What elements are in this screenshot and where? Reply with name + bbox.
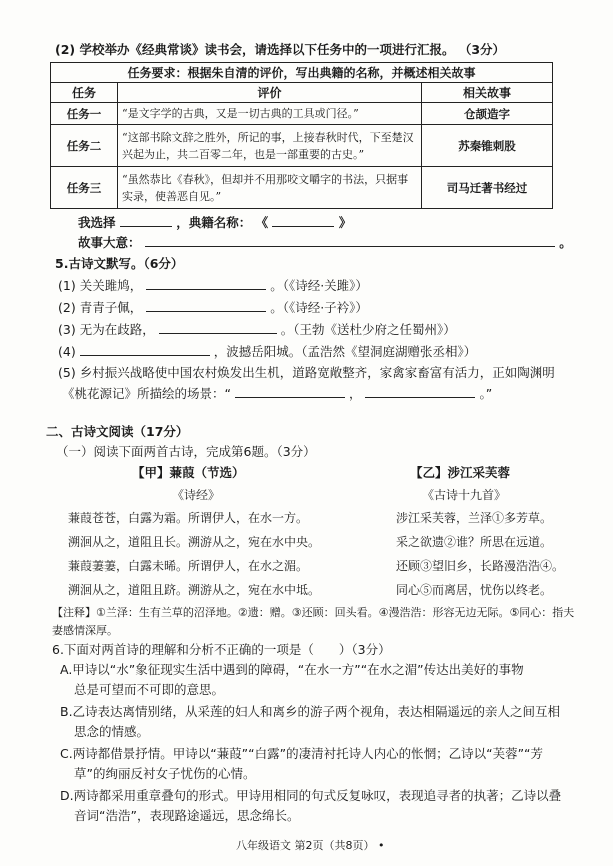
option-d[interactable]: D.两诗都采用重章叠句的形式。甲诗用相同的句式反复咏叹，表现追寻者的执著；乙诗以叠 [60,788,562,803]
header-story: 相关故事 [422,83,553,103]
q5-item-5 [58,365,555,381]
option-a-cont: 总是可望而不可即的意思。 [74,682,225,697]
task-story: 苏秦锥刺股 [422,125,553,167]
notes-line-1: 【注释】①兰泽：生有兰草的沼泽地。②遗：赠。③还顾：回头看。④漫浩浩：形容无边无际。⑤同心：指夫 [52,606,575,619]
item-post: 。（王勃《送杜少府之任蜀州》） [280,322,456,337]
poem-b-line: 还顾③望旧乡，长路漫浩浩④。 [396,559,565,573]
item-number: (1) [58,278,76,293]
footer-text: 八年级语文 第2页（共8页） [236,839,375,852]
item-text: 《桃花源记》所描绘的场景：“ [62,386,231,401]
task-table [50,62,553,209]
section-2-title: 二、古诗文阅读（17分） [46,424,189,439]
q5-title: 5.古诗文默写。（6分） [55,256,184,271]
item-text: ， [348,386,362,401]
answer-blank[interactable] [159,321,277,334]
choose-label: 我选择 [78,215,116,230]
answer-blank[interactable] [365,385,475,398]
item-post: ，波撼岳阳城。（孟浩然《望洞庭湖赠张丞相》） [213,344,477,359]
story-label: 故事大意： [78,235,141,250]
poem-a-title: 【甲】蒹葭（节选） [132,465,245,480]
q2-score: （3分） [458,42,506,57]
task-eval: “这部书除文辞之胜外，所记的事，上接春秋时代，下至楚汉兴起为止，共二百零二年，也是一部重要的古史。” [118,125,422,167]
page-footer [236,838,385,854]
task-story: 仓颉造字 [422,103,553,125]
poem-a-line: 蒹葭萋萋，白露未晞。所谓伊人，在水之湄。 [68,559,309,573]
answer-blank[interactable] [146,299,266,312]
poem-b-author: 《古诗十九首》 [422,488,507,502]
q6-stem: 6.下面对两首诗的理解和分析不正确的一项是（ ）（3分） [52,642,391,657]
answer-blank[interactable] [235,385,345,398]
item-number: (2) [58,300,76,315]
poem-a-author: 《诗经》 [172,488,221,502]
task-choice-blank[interactable] [120,214,172,227]
item-number: (4) [58,344,76,359]
poem-a-line: 溯洄从之，道阻且长。溯游从之，宛在水中央。 [68,535,321,549]
option-c-cont: 草”的绚丽反衬女子忧伤的心情。 [74,766,256,781]
table-row [51,103,553,125]
q2-text: 学校举办《经典常谈》读书会，请选择以下任务中的一项进行汇报。 [79,42,455,57]
q5-item-2 [58,299,368,316]
option-d-cont: 音词“浩浩”，表现路途遥远，思念绵长。 [74,808,300,823]
option-b[interactable]: B.乙诗表达离情别绪，从采莲的妇人和离乡的游子两个视角，表达相隔遥远的亲人之间互相 [60,704,561,719]
table-row [51,125,553,167]
item-text: 。” [479,386,493,401]
story-end: 。 [559,235,572,250]
item-post: 。（《诗经·关雎》） [270,278,368,293]
q2-number: (2) [55,42,76,57]
q5-item-4 [58,343,476,360]
poem-b-title: 【乙】涉江采芙蓉 [410,465,511,480]
footer-dot: • [378,839,385,852]
story-line [78,234,572,251]
answer-blank[interactable] [146,277,266,290]
poem-a-line: 溯洄从之，道阻且跻。溯游从之，宛在水中坻。 [68,583,321,597]
poem-a-line: 蒹葭苍苍，白露为霜。所谓伊人，在水一方。 [68,511,309,525]
poem-b-line: 采之欲遗②谁？所思在远道。 [396,535,553,549]
task-eval: “虽然恭比《春秋》，但却并不用那咬文嚼字的书法，只据事实录，使善恶自见。” [118,167,422,209]
task-requirement: 任务要求：根据朱自清的评价，写出典籍的名称，并概述相关故事 [51,63,553,83]
option-b-cont: 思念的情感。 [74,724,150,739]
task-name: 任务二 [51,125,118,167]
item-post: 。（《诗经·子衿》） [270,300,368,315]
notes-line-2: 妻感情深厚。 [52,624,118,637]
option-a[interactable]: A.甲诗以“水”象征现实生活中遇到的障碍，“在水一方”“在水之湄”传达出美好的事物 [60,662,524,677]
poem-b-line: 同心⑤而离居，忧伤以终老。 [396,583,553,597]
answer-blank[interactable] [80,343,210,356]
q2-line [55,42,505,58]
item-pre: 青青子佩， [79,300,143,315]
book-label: ，典籍名称： [176,215,252,230]
story-blank[interactable] [145,234,555,247]
header-task: 任务 [51,83,118,103]
poem-b-line: 涉江采芙蓉，兰泽①多芳草。 [396,511,553,525]
close-bracket: 》 [338,215,352,230]
q5-item-3 [58,321,456,338]
item-pre: 关关雎鸠， [79,278,143,293]
choose-line [78,214,351,231]
q5-item-1 [58,277,368,294]
header-eval: 评价 [118,83,422,103]
item-pre: 无为在歧路， [79,322,155,337]
task-name: 任务三 [51,167,118,209]
book-name-blank[interactable] [272,214,334,227]
open-bracket: 《 [255,215,269,230]
item-number: (5) [58,365,76,380]
task-name: 任务一 [51,103,118,125]
item-text: 乡村振兴战略使中国农村焕发出生机，道路宽敞整齐，家禽家畜富有活力，正如陶渊明 [79,365,555,380]
task-eval: “是文字学的古典，又是一切古典的工具或门径。” [118,103,422,125]
section-2-sub: （一）阅读下面两首古诗，完成第6题。（3分） [56,444,316,459]
table-row [51,167,553,209]
item-number: (3) [58,322,76,337]
option-c[interactable]: C.两诗都借景抒情。甲诗以“蒹葭”“白露”的凄清衬托诗人内心的怅惘；乙诗以“芙蓉”“芳 [60,746,544,761]
task-story: 司马迁著书经过 [422,167,553,209]
q5-item-5-cont [62,385,492,402]
